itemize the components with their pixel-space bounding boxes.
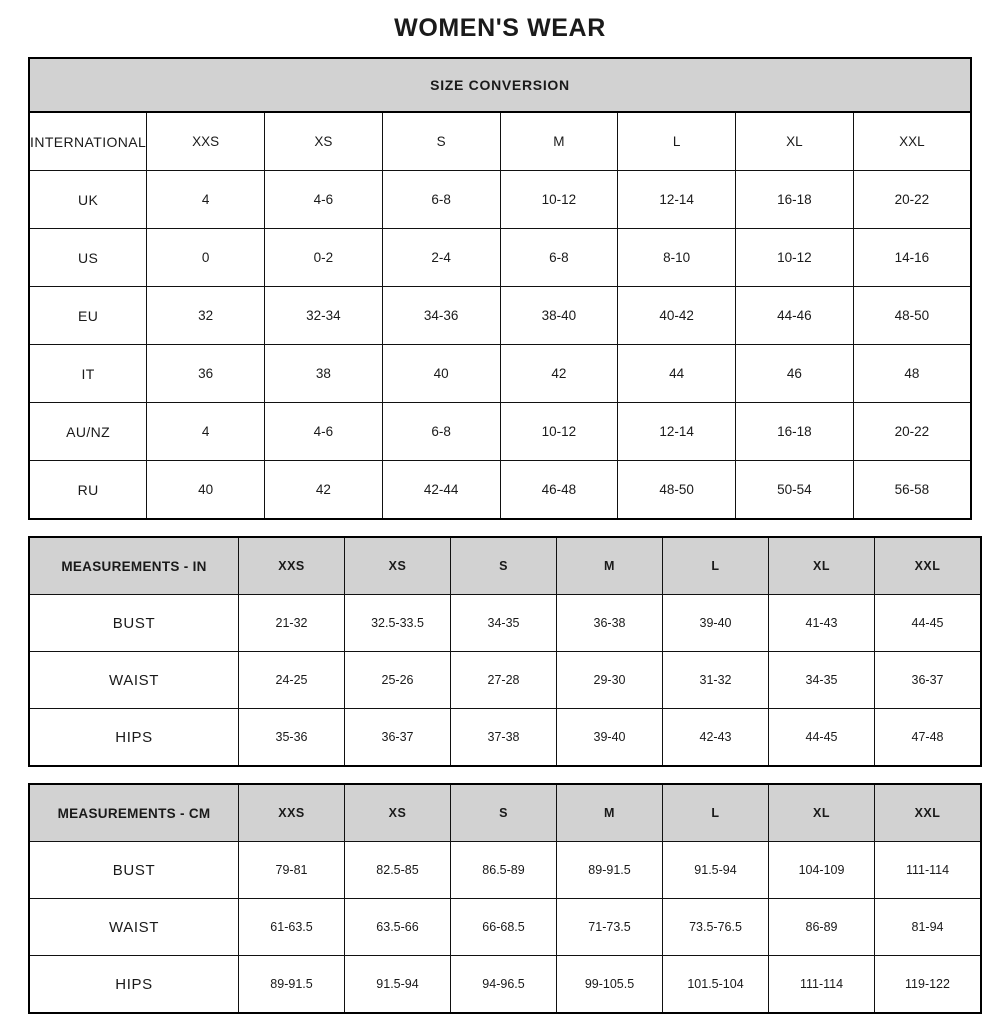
cell: 31-32: [663, 652, 769, 709]
cell: 35-36: [239, 709, 345, 767]
column-header-xxl: XXL: [875, 537, 982, 595]
cell: 29-30: [557, 652, 663, 709]
cell: 32: [147, 287, 265, 345]
table-row: [29, 287, 971, 345]
cell: 42-43: [663, 709, 769, 767]
cell: 41-43: [769, 595, 875, 652]
cell: 71-73.5: [557, 899, 663, 956]
cell: 73.5-76.5: [663, 899, 769, 956]
cell: 4-6: [265, 403, 383, 461]
table-row: [29, 956, 981, 1014]
column-header-xxl: XXL: [853, 112, 971, 171]
cell: 38: [265, 345, 383, 403]
size-conversion-table: [28, 57, 972, 520]
column-header-m: M: [557, 537, 663, 595]
cell: 42: [265, 461, 383, 520]
cell: 36-38: [557, 595, 663, 652]
cell: 32-34: [265, 287, 383, 345]
row-label: RU: [29, 461, 147, 520]
column-header-xxl: XXL: [875, 784, 982, 842]
cell: 39-40: [557, 709, 663, 767]
measurements-cm-table: [28, 783, 982, 1014]
cell: 6-8: [382, 171, 500, 229]
column-header-l: L: [663, 784, 769, 842]
cell: 6-8: [382, 403, 500, 461]
cell: 14-16: [853, 229, 971, 287]
cell: 50-54: [736, 461, 854, 520]
cell: 21-32: [239, 595, 345, 652]
column-header-xs: XS: [265, 112, 383, 171]
column-header-m: M: [500, 112, 618, 171]
table-header-row: [29, 537, 981, 595]
cell: 104-109: [769, 842, 875, 899]
cell: 89-91.5: [239, 956, 345, 1014]
cell: 44-46: [736, 287, 854, 345]
cell: 40-42: [618, 287, 736, 345]
cell: 89-91.5: [557, 842, 663, 899]
cell: 44: [618, 345, 736, 403]
table-banner-row: [29, 58, 971, 112]
cell: 4: [147, 171, 265, 229]
column-header-measurements-cm: MEASUREMENTS - CM: [29, 784, 239, 842]
row-label: EU: [29, 287, 147, 345]
cell: 6-8: [500, 229, 618, 287]
column-header-xs: XS: [345, 537, 451, 595]
cell: 32.5-33.5: [345, 595, 451, 652]
row-label: WAIST: [29, 899, 239, 956]
cell: 37-38: [451, 709, 557, 767]
column-header-international: INTERNATIONAL: [29, 112, 147, 171]
cell: 34-35: [451, 595, 557, 652]
column-header-measurements-in: MEASUREMENTS - IN: [29, 537, 239, 595]
table-row: [29, 709, 981, 767]
cell: 42-44: [382, 461, 500, 520]
cell: 12-14: [618, 171, 736, 229]
column-header-l: L: [618, 112, 736, 171]
cell: 86.5-89: [451, 842, 557, 899]
cell: 10-12: [736, 229, 854, 287]
page-title: WOMEN'S WEAR: [394, 14, 606, 42]
row-label: US: [29, 229, 147, 287]
cell: 86-89: [769, 899, 875, 956]
cell: 4-6: [265, 171, 383, 229]
cell: 81-94: [875, 899, 982, 956]
row-label: AU/NZ: [29, 403, 147, 461]
cell: 0-2: [265, 229, 383, 287]
cell: 16-18: [736, 171, 854, 229]
size-conversion-banner: SIZE CONVERSION: [29, 58, 971, 112]
cell: 24-25: [239, 652, 345, 709]
cell: 8-10: [618, 229, 736, 287]
row-label: WAIST: [29, 652, 239, 709]
cell: 46-48: [500, 461, 618, 520]
cell: 36-37: [875, 652, 982, 709]
cell: 111-114: [875, 842, 982, 899]
row-label: BUST: [29, 842, 239, 899]
column-header-s: S: [451, 784, 557, 842]
row-label: HIPS: [29, 956, 239, 1014]
column-header-xxs: XXS: [239, 784, 345, 842]
cell: 48: [853, 345, 971, 403]
cell: 63.5-66: [345, 899, 451, 956]
cell: 47-48: [875, 709, 982, 767]
cell: 2-4: [382, 229, 500, 287]
cell: 91.5-94: [663, 842, 769, 899]
cell: 40: [147, 461, 265, 520]
column-header-xl: XL: [769, 784, 875, 842]
cell: 20-22: [853, 403, 971, 461]
cell: 27-28: [451, 652, 557, 709]
cell: 38-40: [500, 287, 618, 345]
cell: 40: [382, 345, 500, 403]
cell: 25-26: [345, 652, 451, 709]
row-label: BUST: [29, 595, 239, 652]
measurements-inches-table: [28, 536, 982, 767]
table-row: [29, 595, 981, 652]
cell: 36-37: [345, 709, 451, 767]
table-row: [29, 842, 981, 899]
column-header-s: S: [382, 112, 500, 171]
cell: 42: [500, 345, 618, 403]
cell: 66-68.5: [451, 899, 557, 956]
column-header-l: L: [663, 537, 769, 595]
cell: 111-114: [769, 956, 875, 1014]
cell: 36: [147, 345, 265, 403]
table-header-row: [29, 784, 981, 842]
cell: 0: [147, 229, 265, 287]
cell: 99-105.5: [557, 956, 663, 1014]
cell: 16-18: [736, 403, 854, 461]
cell: 94-96.5: [451, 956, 557, 1014]
column-header-s: S: [451, 537, 557, 595]
cell: 56-58: [853, 461, 971, 520]
table-row: [29, 171, 971, 229]
cell: 48-50: [853, 287, 971, 345]
table-row: [29, 403, 971, 461]
cell: 46: [736, 345, 854, 403]
cell: 34-35: [769, 652, 875, 709]
cell: 48-50: [618, 461, 736, 520]
column-header-xs: XS: [345, 784, 451, 842]
cell: 79-81: [239, 842, 345, 899]
cell: 82.5-85: [345, 842, 451, 899]
column-header-xl: XL: [769, 537, 875, 595]
table-row: [29, 652, 981, 709]
table-row: [29, 461, 971, 520]
cell: 44-45: [769, 709, 875, 767]
cell: 12-14: [618, 403, 736, 461]
row-label: UK: [29, 171, 147, 229]
column-header-m: M: [557, 784, 663, 842]
table-row: [29, 899, 981, 956]
cell: 20-22: [853, 171, 971, 229]
row-label: IT: [29, 345, 147, 403]
column-header-xxs: XXS: [147, 112, 265, 171]
cell: 119-122: [875, 956, 982, 1014]
cell: 44-45: [875, 595, 982, 652]
row-label: HIPS: [29, 709, 239, 767]
cell: 91.5-94: [345, 956, 451, 1014]
column-header-xl: XL: [736, 112, 854, 171]
cell: 61-63.5: [239, 899, 345, 956]
table-row: [29, 345, 971, 403]
column-header-xxs: XXS: [239, 537, 345, 595]
table-row: [29, 229, 971, 287]
cell: 39-40: [663, 595, 769, 652]
cell: 10-12: [500, 403, 618, 461]
table-header-row: [29, 112, 971, 171]
cell: 4: [147, 403, 265, 461]
cell: 34-36: [382, 287, 500, 345]
cell: 10-12: [500, 171, 618, 229]
cell: 101.5-104: [663, 956, 769, 1014]
